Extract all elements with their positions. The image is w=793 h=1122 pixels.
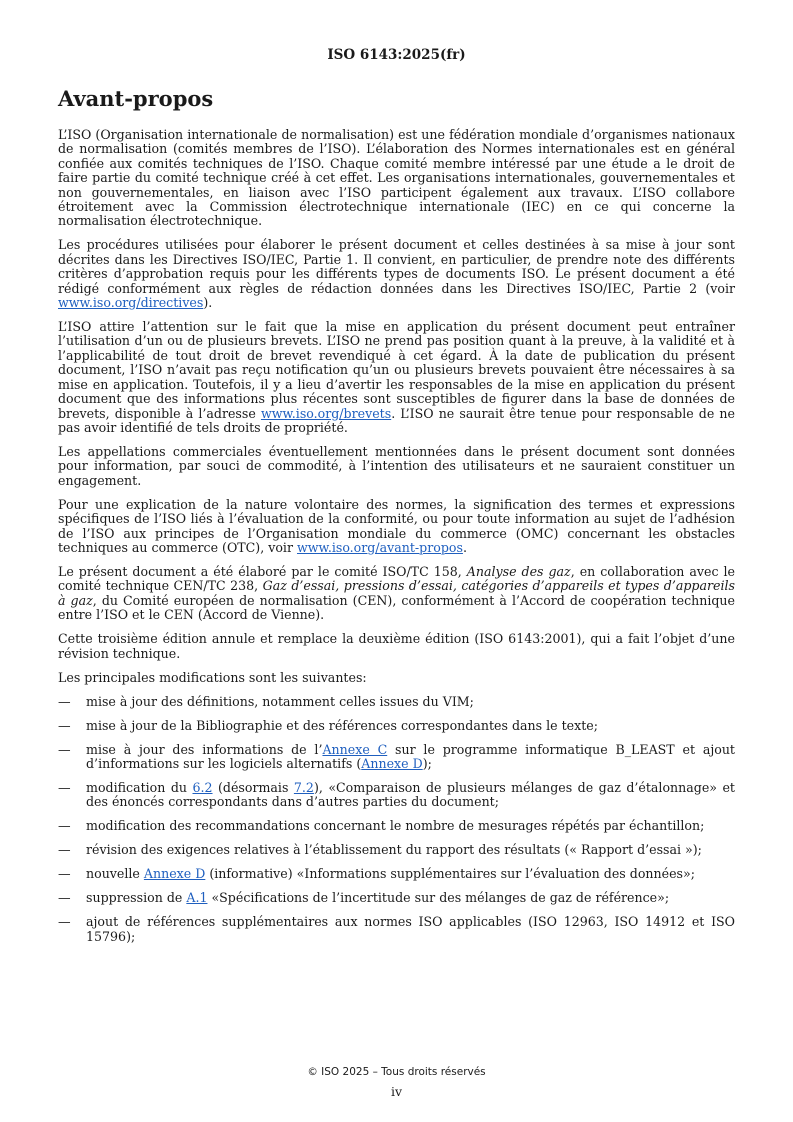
list-item: — ajout de références supplémentaires aux normes ISO applicables (ISO 12963, ISO 14912 et ISO 15796);	[58, 914, 735, 944]
annex-d-link[interactable]: Annexe D	[361, 755, 423, 771]
annex-d-link[interactable]: Annexe D	[143, 866, 206, 882]
list-item: — mise à jour de la Bibliographie et des références correspondantes dans le texte;	[58, 717, 598, 733]
document-body	[58, 128, 735, 954]
annex-c-link[interactable]: Annexe C	[322, 741, 388, 757]
copyright-footer: © ISO 2025 – Tous droits réservés	[307, 1066, 486, 1078]
foreword-link[interactable]: www.iso.org/avant-propos	[296, 539, 463, 555]
page-title: Avant-propos	[58, 86, 214, 111]
patents-link[interactable]: www.iso.org/brevets	[260, 405, 392, 421]
paragraph-iso-intro: L’ISO (Organisation internationale de normalisation) est une fédération mondiale d’organismes nationaux de normalisation (comités membres de l’ISO). L’élaboration des Normes internationales est en général confiée aux comités techniques de l’ISO. Chaque comité membre intéressé par une étude a le droit de faire partie du comité technique créé à cet effet. Les organisations internationales, gouvernementales et non gouvernementales, en liaison avec l’ISO participent également aux travaux. L’ISO collabore étroitement avec la Commission électrotechnique internationale (IEC) en ce qui concerne la normalisation électrotechnique.	[58, 127, 735, 229]
list-item: — modification des recommandations concernant le nombre de mesurages répétés par échantillon;	[58, 818, 705, 834]
list-item: — nouvelle Annexe D (informative) «Informations supplémentaires sur l’évaluation des données»;	[58, 866, 695, 882]
list-item: — révision des exigences relatives à l’établissement du rapport des résultats (« Rapport d’essai »);	[58, 842, 702, 858]
paragraph-trade-names: Les appellations commerciales éventuellement mentionnées dans le présent document sont données pour information, par souci de commodité, à l’intention des utilisateurs et ne sauraient constituer un engagement.	[58, 443, 735, 488]
section-7-2-link[interactable]: 7.2	[293, 779, 314, 795]
paragraph-procedures: Les procédures utilisées pour élaborer le présent document et celles destinées à sa mise à jour sont décrites dans les Directives ISO/IEC, Partie 1. Il convient, en particulier, de prendre note des différents critères d’approbation requis pour les différents types de documents ISO. Le présent document a été rédigé conformément aux règles de rédaction données dans les Directives ISO/IEC, Partie 2 (voir www.iso.org/directives).	[58, 237, 735, 311]
list-item: — suppression de A.1 «Spécifications de l’incertitude sur des mélanges de gaz de référence»;	[58, 890, 670, 906]
list-item: — modification du 6.2 (désormais 7.2), «Comparaison de plusieurs mélanges de gaz d’étalonnage» et des énoncés correspondants dans d’autres parties du document;	[58, 779, 735, 810]
annex-a1-link[interactable]: A.1	[186, 890, 208, 906]
paragraph-patents: L’ISO attire l’attention sur le fait que la mise en application du présent document peut entraîner l’utilisation d’un ou de plusieurs brevets. L’ISO ne prend pas position quant à la preuve, à la validité et à l’applicabilité de tout droit de brevet revendiqué à cet égard. À la date de publication du présent document, l’ISO n’avait pas reçu notification qu’un ou plusieurs brevets pouvaient être nécessaires à sa mise en application. Toutefois, il y a lieu d’avertir les responsables de la mise en application du présent document que des informations plus récentes sont susceptibles de figurer dans la base de données de brevets, disponible à l’adresse www.iso.org/brevets. L’ISO ne saurait être tenue pour responsable de ne pas avoir identifié de tels droits de propriété.	[58, 319, 735, 435]
directives-link[interactable]: www.iso.org/directives	[58, 295, 204, 311]
list-item: — mise à jour des informations de l’Annexe C sur le programme informatique B_LEAST et ajout d’informations sur les logiciels alternatifs (Annexe D);	[58, 741, 735, 771]
paragraph-edition: Cette troisième édition annule et remplace la deuxième édition (ISO 6143:2001), qui a fait l’objet d’une révision technique.	[58, 631, 735, 661]
page-number: iv	[390, 1084, 403, 1099]
paragraph-voluntary-nature: Pour une explication de la nature volontaire des normes, la signification des termes et expressions spécifiques de l’ISO liés à l’évaluation de la conformité, ou pour toute information au sujet de l’adhésion de l’ISO aux principes de l’Organisation mondiale du commerce (OMC) concernant les obstacles techniques au commerce (OTC), voir www.iso.org/avant-propos.	[58, 496, 735, 555]
paragraph-committee: Le présent document a été élaboré par le comité ISO/TC 158, Analyse des gaz, en collaboration avec le comité technique CEN/TC 238, Gaz d’essai, pressions d’essai, catégories d’appareils et types d’appareils à gaz, du Comité européen de normalisation (CEN), conformément à l’Accord de coopération technique entre l’ISO et le CEN (Accord de Vienne).	[58, 563, 736, 623]
section-6-2-link[interactable]: 6.2	[192, 779, 213, 795]
changes-list	[58, 695, 735, 945]
document-header: ISO 6143:2025(fr)	[327, 47, 466, 63]
list-item: — mise à jour des définitions, notamment celles issues du VIM;	[58, 693, 474, 709]
paragraph-changes-intro: Les principales modifications sont les suivantes:	[58, 669, 367, 685]
